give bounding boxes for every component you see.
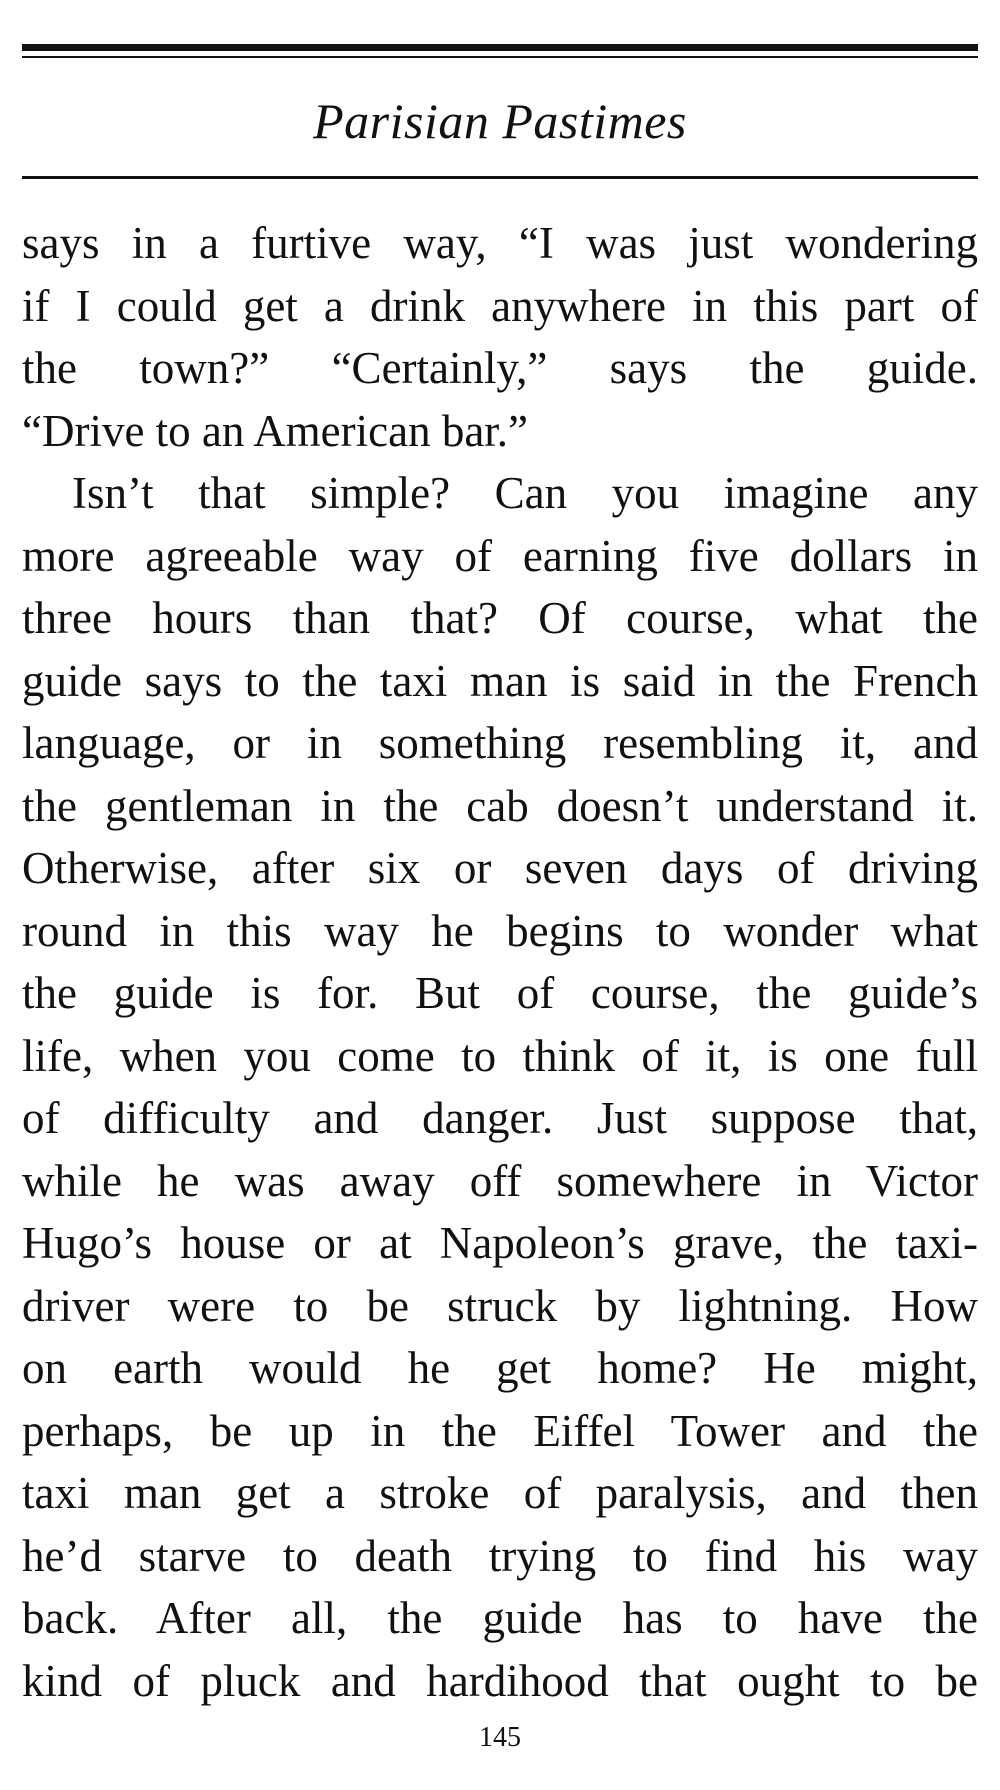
text-line: if I could get a drink anywhere in this part of bbox=[22, 280, 978, 331]
text-line: driver were to be struck by lightning. How bbox=[22, 1280, 978, 1331]
text-line: the town?” “Certainly,” says the guide. bbox=[22, 343, 978, 393]
running-title: Parisian Pastimes bbox=[313, 93, 687, 149]
text-line: the guide is for. But of course, the guide’s bbox=[22, 968, 978, 1018]
text-line: Hugo’s house or at Napoleon’s grave, the taxi- bbox=[22, 1218, 978, 1268]
text-line: round in this way he begins to wonder what bbox=[22, 905, 978, 956]
header-double-rule-thick bbox=[22, 44, 978, 51]
text-line: Isn’t that simple? Can you imagine any bbox=[72, 468, 978, 518]
text-line: back. After all, the guide has to have the bbox=[22, 1593, 978, 1643]
text-line: the gentleman in the cab doesn’t understand it. bbox=[22, 780, 978, 831]
text-line: of difficulty and danger. Just suppose that, bbox=[22, 1093, 978, 1143]
text-line: life, when you come to think of it, is one full bbox=[22, 1030, 978, 1081]
text-line: language, or in something resembling it, and bbox=[22, 718, 978, 768]
text-line: says in a furtive way, “I was just wondering bbox=[22, 218, 978, 268]
text-line: guide says to the taxi man is said in the French bbox=[22, 655, 978, 706]
text-line: perhaps, be up in the Eiffel Tower and the bbox=[22, 1405, 978, 1456]
text-line: more agreeable way of earning five dollars in bbox=[22, 530, 978, 581]
header-double-rule-thin bbox=[22, 56, 978, 58]
text-line: taxi man get a stroke of paralysis, and then bbox=[22, 1468, 978, 1518]
header-bottom-rule bbox=[22, 176, 978, 179]
text-line: while he was away off somewhere in Victor bbox=[22, 1155, 978, 1206]
text-line: “Drive to an American bar.” bbox=[22, 405, 529, 456]
page-number: 145 bbox=[479, 1722, 521, 1753]
text-line: kind of pluck and hardihood that ought to be bbox=[22, 1655, 978, 1706]
text-line: on earth would he get home? He might, bbox=[22, 1343, 978, 1393]
text-line: he’d starve to death trying to find his way bbox=[22, 1530, 978, 1581]
body-text bbox=[22, 212, 978, 1712]
text-line: Otherwise, after six or seven days of driving bbox=[22, 843, 978, 893]
text-line: three hours than that? Of course, what the bbox=[22, 593, 978, 643]
